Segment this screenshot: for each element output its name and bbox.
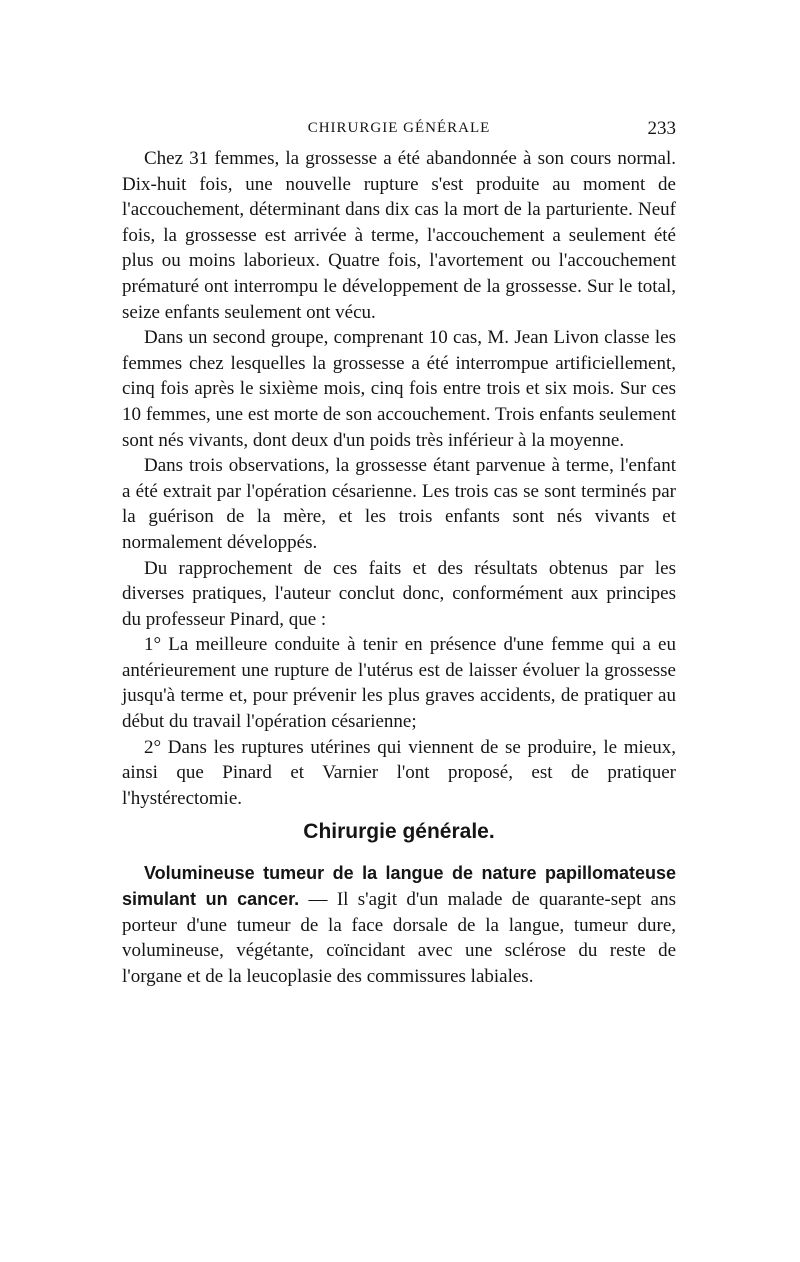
paragraph-2: Dans un second groupe, comprenant 10 cas, M. Jean Livon classe les femmes chez lesquelles la grossesse a été interrompue artificiellement, cinq fois après le sixième mois, cinq fois entre trois et six mois. Sur ces 10 femmes, une est morte de son accouchement. Trois enfants seulement sont nés vivants, dont deux d'un poids très inférieur à la moyenne. (122, 327, 676, 451)
running-header (122, 116, 676, 146)
paragraph-1: Chez 31 femmes, la grossesse a été abandonnée à son cours normal. Dix-huit fois, une nouvelle rupture s'est produite au moment de l'accouchement, déterminant dans dix cas la mort de la parturiente. Neuf fois, la grossesse est arrivée à terme, l'accouchement a seulement été plus ou moins laborieux. Quatre fois, l'avortement ou l'accouchement prématuré ont interrompu le développement de la grossesse. Sur le total, seize enfants seulement ont vécu. (122, 148, 676, 323)
article-paragraph (122, 861, 676, 989)
conclusion-1: 1° La meilleure conduite à tenir en présence d'une femme qui a eu antérieurement une rupture de l'utérus est de laisser évoluer la grossesse jusqu'à terme et, pour prévenir les plus graves accidents, de pratiquer au début du travail l'opération césarienne; (122, 634, 676, 733)
conclusion-2: 2° Dans les ruptures utérines qui viennent de se produire, le mieux, ainsi que Pinard et Varnier l'ont proposé, est de pratiquer l'hystérectomie. (122, 736, 676, 809)
paragraph-4: Du rapprochement de ces faits et des résultats obtenus par les diverses pratiques, l'auteur conclut donc, conformément aux principes du professeur Pinard, que : (122, 557, 676, 630)
article-body: — Il s'agit d'un malade de quarante-sept ans porteur d'une tumeur de la face dorsale de la langue, tumeur dure, volumineuse, végétante, coïncidant avec une sclérose du reste de l'organe et de la leucoplasie des commissures labiales. (122, 889, 677, 987)
paragraph-3: Dans trois observations, la grossesse étant parvenue à terme, l'enfant a été extrait par l'opération césarienne. Les trois cas se sont terminés par la guérison de la mère, et les trois enfants sont nés vivants et normalement développés. (122, 455, 676, 553)
page-number: 233 (647, 118, 676, 139)
running-title: CHIRURGIE GÉNÉRALE (307, 120, 491, 136)
section-heading: Chirurgie générale. (303, 820, 495, 844)
book-page (122, 116, 676, 989)
article-title: Volumineuse tumeur de la langue de nature papillomateuse simulant un cancer. (122, 863, 676, 910)
